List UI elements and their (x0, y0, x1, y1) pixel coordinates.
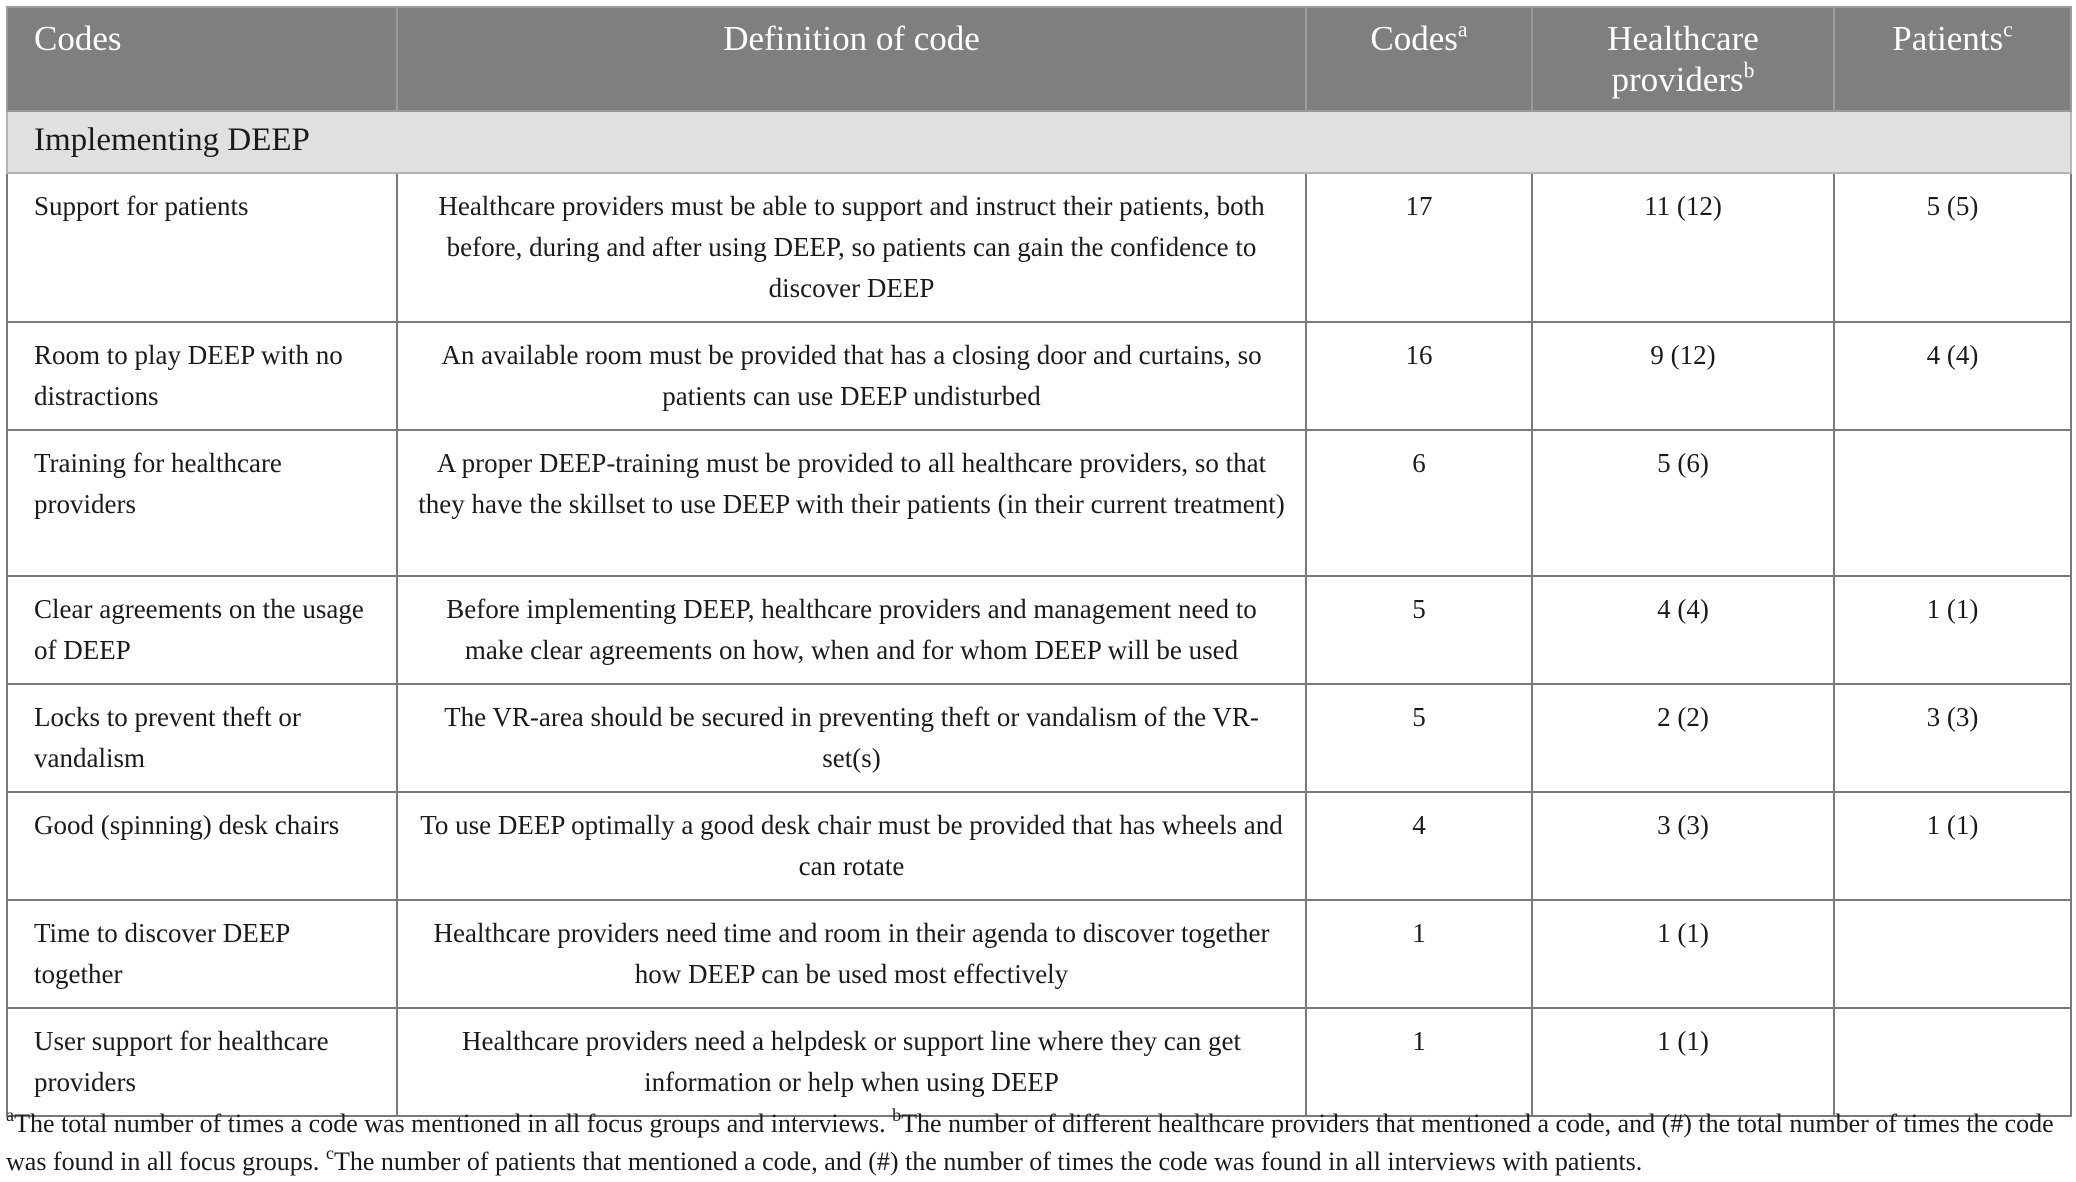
healthcare-providers-cell: 1 (1) (1532, 1008, 1834, 1116)
table-row (7, 430, 2071, 576)
code-cell: Clear agreements on the usage of DEEP (7, 576, 397, 684)
patients-cell: 4 (4) (1834, 322, 2071, 430)
definition-cell: To use DEEP optimally a good desk chair must be provided that has wheels and can rotate (397, 792, 1306, 900)
header-codes: Codes (7, 7, 397, 111)
healthcare-providers-cell: 2 (2) (1532, 684, 1834, 792)
header-row (7, 7, 2071, 111)
footnote-c-text: The number of patients that mentioned a code, and (#) the number of times the code was found in all interviews with patients. (333, 1147, 1643, 1176)
header-count: Codes$^a$ (1306, 7, 1532, 111)
header-definition: Definition of code (397, 7, 1306, 111)
healthcare-providers-cell: 4 (4) (1532, 576, 1834, 684)
code-cell: Training for healthcare providers (7, 430, 397, 576)
patients-cell: 1 (1) (1834, 576, 2071, 684)
definition-cell: A proper DEEP-training must be provided to all healthcare providers, so that they have the skillset to use DEEP with their patients (in their current treatment) (397, 430, 1306, 576)
code-cell: Time to discover DEEP together (7, 900, 397, 1008)
table-container (6, 6, 2070, 1117)
header-count-sup: a (1457, 17, 1468, 42)
code-cell: Room to play DEEP with no distractions (7, 322, 397, 430)
count-cell: 1 (1306, 1008, 1532, 1116)
definition-cell: Healthcare providers must be able to support and instruct their patients, both before, during and after using DEEP, so patients can gain the confidence to discover DEEP (397, 173, 1306, 322)
code-cell: Support for patients (7, 173, 397, 322)
footnote-b-mark: b (892, 1105, 902, 1126)
table-row (7, 792, 2071, 900)
healthcare-providers-cell: 11 (12) (1532, 173, 1834, 322)
footnote-a-text: The total number of times a code was mentioned in all focus groups and interviews. (14, 1109, 893, 1138)
patients-cell: 3 (3) (1834, 684, 2071, 792)
table-row (7, 900, 2071, 1008)
table-row (7, 576, 2071, 684)
section-title: Implementing DEEP (7, 111, 2071, 173)
footnote-a-mark: a (6, 1105, 15, 1126)
definition-cell: Healthcare providers need a helpdesk or support line where they can get information or help when using DEEP (397, 1008, 1306, 1116)
header-healthcare-providers: Healthcare providers$^b$ (1532, 7, 1834, 111)
patients-cell: 1 (1) (1834, 792, 2071, 900)
patients-cell (1834, 900, 2071, 1008)
count-cell: 4 (1306, 792, 1532, 900)
definition-cell: An available room must be provided that has a closing door and curtains, so patients can use DEEP undisturbed (397, 322, 1306, 430)
code-cell: User support for healthcare providers (7, 1008, 397, 1116)
count-cell: 16 (1306, 322, 1532, 430)
codes-table (6, 6, 2072, 1117)
healthcare-providers-cell: 3 (3) (1532, 792, 1834, 900)
count-cell: 6 (1306, 430, 1532, 576)
healthcare-providers-cell: 5 (6) (1532, 430, 1834, 576)
table-row (7, 173, 2071, 322)
header-hcp-sup: b (1743, 58, 1755, 83)
count-cell: 1 (1306, 900, 1532, 1008)
header-patients: Patients$^c$ (1834, 7, 2071, 111)
definition-cell: Healthcare providers need time and room in their agenda to discover together how DEEP can be used most effectively (397, 900, 1306, 1008)
table-row (7, 1008, 2071, 1116)
header-patients-sup: c (2003, 17, 2013, 42)
count-cell: 5 (1306, 684, 1532, 792)
patients-cell: 5 (5) (1834, 173, 2071, 322)
count-cell: 5 (1306, 576, 1532, 684)
count-cell: 17 (1306, 173, 1532, 322)
table-row (7, 684, 2071, 792)
table-row (7, 322, 2071, 430)
code-cell: Good (spinning) desk chairs (7, 792, 397, 900)
patients-cell (1834, 1008, 2071, 1116)
definition-cell: The VR-area should be secured in preventing theft or vandalism of the VR-set(s) (397, 684, 1306, 792)
patients-cell (1834, 430, 2071, 576)
code-cell: Locks to prevent theft or vandalism (7, 684, 397, 792)
table-footnote (6, 1105, 2070, 1181)
definition-cell: Before implementing DEEP, healthcare providers and management need to make clear agreements on how, when and for whom DEEP will be used (397, 576, 1306, 684)
footnote-b-text: The number of different healthcare providers that mentioned a code, and (#) the total number of times the code was found in all focus groups. (6, 1109, 2054, 1176)
section-row (7, 111, 2071, 173)
healthcare-providers-cell: 1 (1) (1532, 900, 1834, 1008)
healthcare-providers-cell: 9 (12) (1532, 322, 1834, 430)
footnote-c-mark: c (325, 1143, 334, 1164)
